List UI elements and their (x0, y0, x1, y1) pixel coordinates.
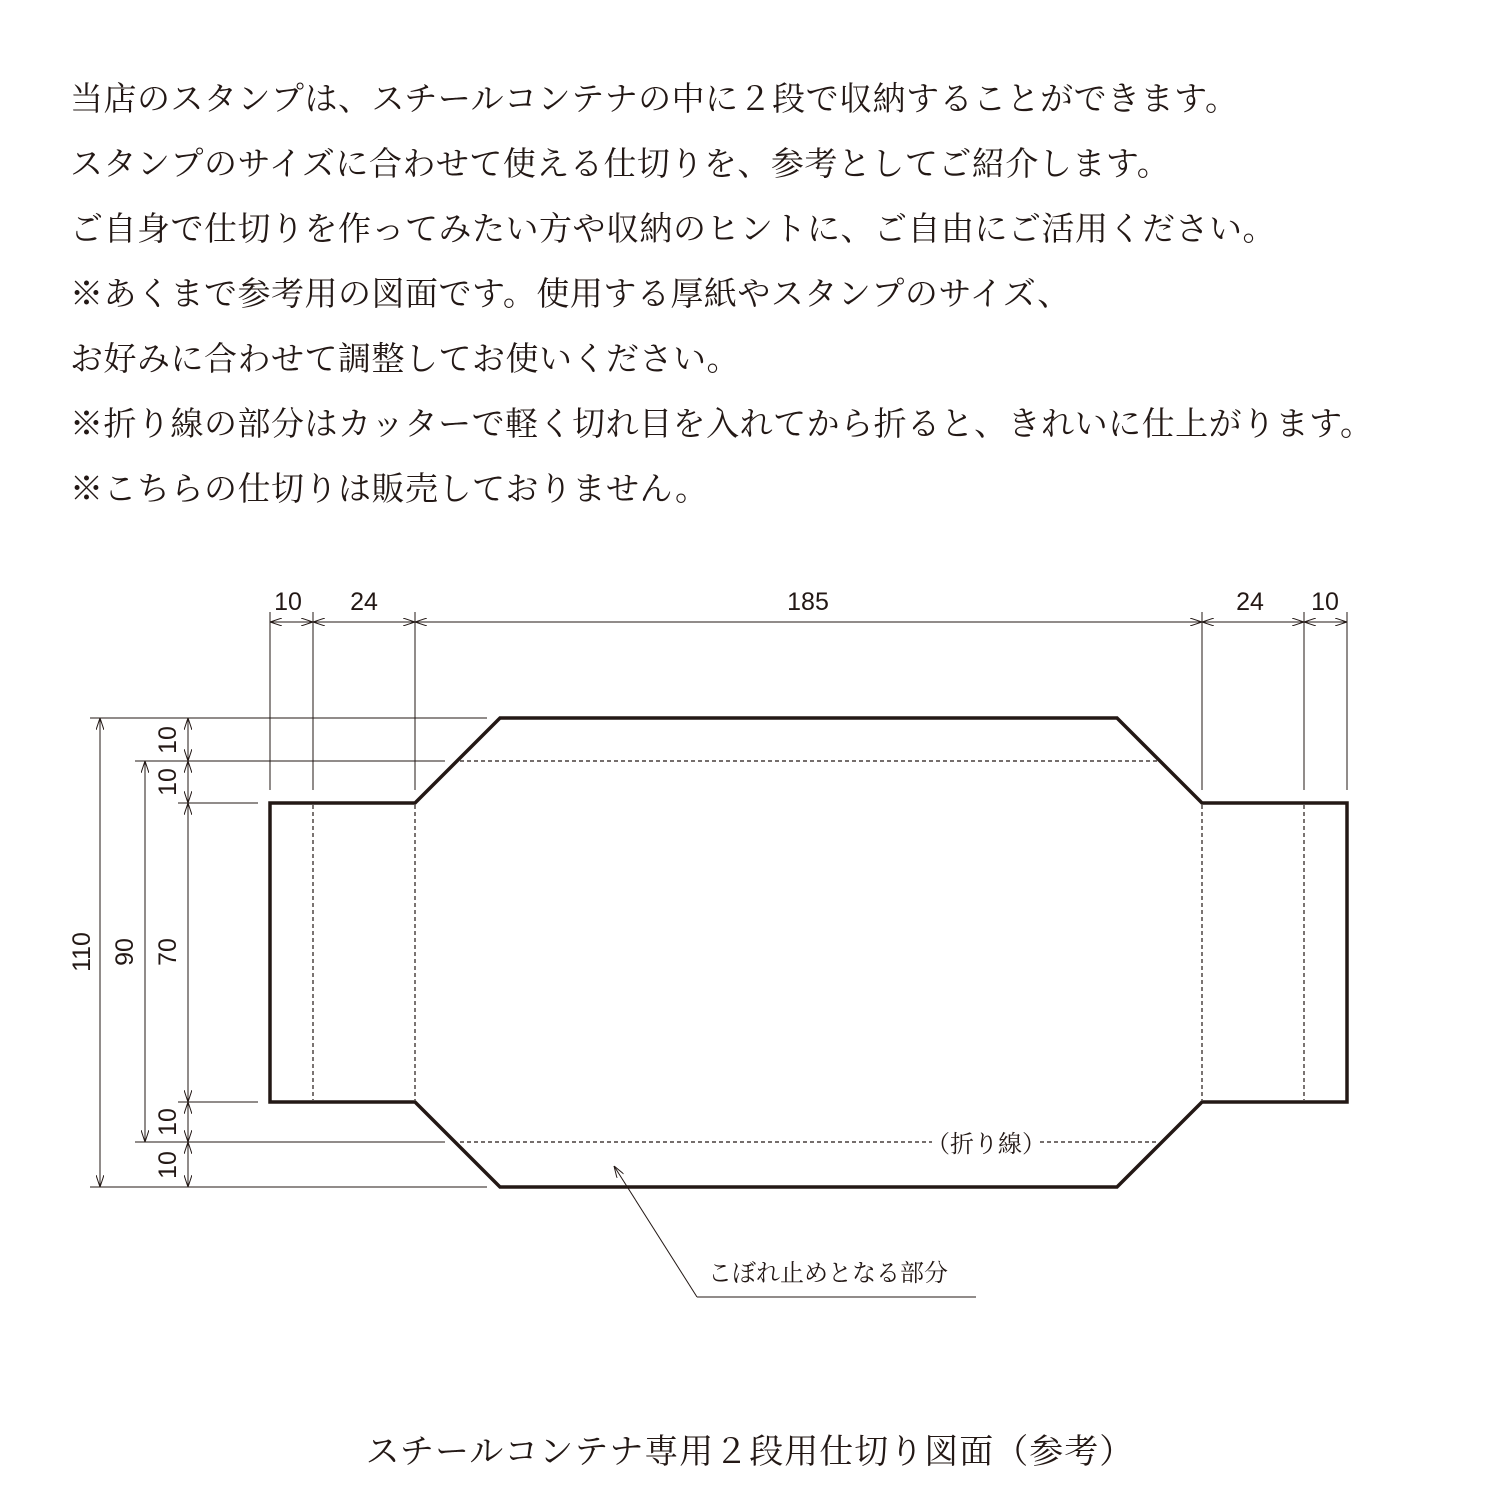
diagram-caption: スチールコンテナ専用２段用仕切り図面（参考） (365, 1432, 1135, 1472)
dim-side-110: 110 (68, 932, 96, 972)
intro-line: ※こちらの仕切りは販売しておりません。 (70, 469, 709, 508)
intro-line: お好みに合わせて調整してお使いください。 (70, 339, 740, 378)
dim-side-70: 70 (154, 938, 182, 966)
fold-line-label: （折り線） (926, 1130, 1046, 1158)
intro-line: ※折り線の部分はカッターで軽く切れ目を入れてから折ると、きれいに仕上がります。 (70, 404, 1374, 443)
dim-top-24-right: 24 (1236, 588, 1264, 616)
dim-top-10-right: 10 (1311, 588, 1339, 616)
intro-line: ご自身で仕切りを作ってみたい方や収納のヒントに、ご自由にご活用ください。 (70, 209, 1276, 248)
spill-guard-label: こぼれ止めとなる部分 (708, 1259, 948, 1287)
dim-side-10-top-inner: 10 (154, 768, 182, 796)
intro-line: スタンプのサイズに合わせて使える仕切りを、参考としてご紹介します。 (70, 144, 1171, 183)
divider-outline (270, 718, 1347, 1187)
fold-lines (313, 761, 1304, 1142)
top-extension-lines (270, 612, 1347, 790)
dim-top-10-left: 10 (274, 588, 302, 616)
intro-line: ※あくまで参考用の図面です。使用する厚紙やスタンプのサイズ、 (70, 274, 1071, 313)
dim-side-10-bottom-inner: 10 (154, 1108, 182, 1136)
dim-top-24-left: 24 (350, 588, 378, 616)
dim-side-10-bottom-outer: 10 (154, 1151, 182, 1179)
dim-side-10-top-outer: 10 (154, 726, 182, 754)
dim-side-90: 90 (111, 938, 139, 966)
dim-top-185: 185 (787, 588, 829, 616)
intro-line: 当店のスタンプは、スチールコンテナの中に２段で収納することができます。 (70, 79, 1239, 118)
